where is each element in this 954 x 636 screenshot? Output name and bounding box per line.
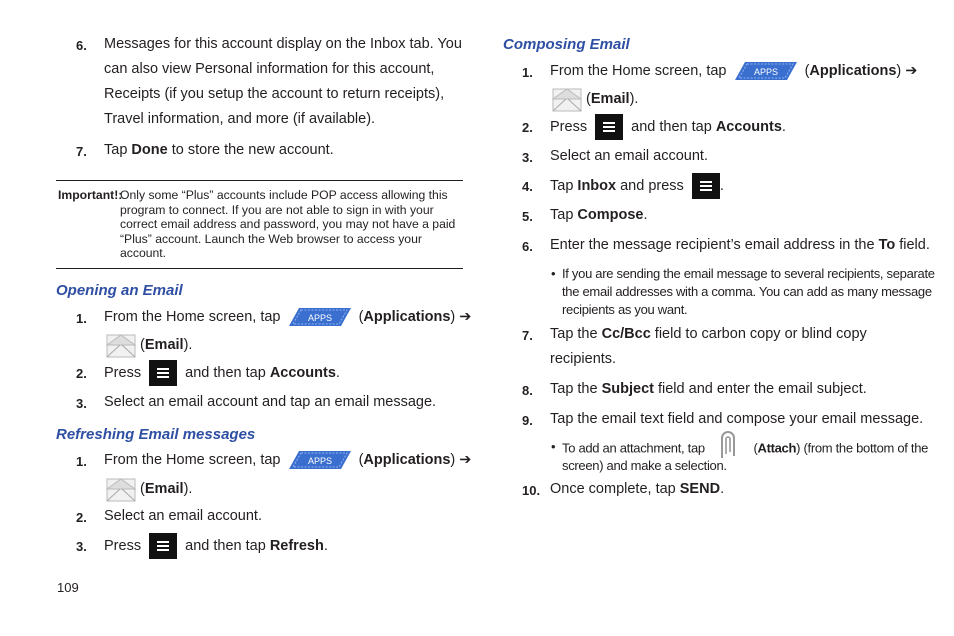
divider [56,268,463,269]
step-number: 6. [76,38,87,53]
step-text: Tap Compose. [550,207,648,223]
apps-icon [735,61,797,81]
menu-icon [595,114,623,140]
step-text: Select an email account. [104,508,262,524]
email-icon [552,84,582,114]
bullet-dot: • [551,439,556,454]
step-number: 7. [522,328,533,343]
step-text: (Email). [552,84,638,114]
step-number: 3. [522,150,533,165]
menu-icon [149,360,177,386]
step-text: From the Home screen, tap APPS (Applications) ➔ [104,448,471,473]
bullet-text: To add an attachment, tap (Attach) (from the bottom of the [562,438,928,460]
bullet-text: screen) and make a selection. [562,458,727,473]
svg-text:APPS: APPS [753,67,778,78]
step-number: 4. [522,179,533,194]
step-number: 1. [76,311,87,326]
step-number: 3. [76,539,87,554]
step-text: Press and then tap Refresh. [104,533,328,559]
step-text: Tap Inbox and press . [550,173,724,199]
important-label: Important!: [58,188,123,202]
menu-icon [149,533,177,559]
step-number: 3. [76,396,87,411]
step-number: 1. [522,65,533,80]
svg-text:APPS: APPS [307,313,332,324]
svg-text:APPS: APPS [307,456,332,467]
step-text: Select an email account. [550,148,708,164]
divider [56,180,463,181]
step-text: Press and then tap Accounts. [550,114,786,140]
step-number: 2. [76,510,87,525]
step-text: Select an email account and tap an email message. [104,394,437,410]
step-number: 10. [522,483,541,498]
step-number: 6. [522,239,533,254]
important-note: Only some “Plus” accounts include POP access allowing this program to connect. If you are not able to sign in with your correct email address and password, you may not have a paid “Plus” account. Launch the Web browser to access your account. [120,188,456,260]
section-heading: Composing Email [503,36,630,53]
bullet-dot: • [551,266,556,281]
apps-icon [289,307,351,327]
step-number: 5. [522,209,533,224]
step-text: (Email). [106,330,192,360]
step-text: Press and then tap Accounts. [104,360,340,386]
menu-icon [692,173,720,199]
step-text: From the Home screen, tap APPS (Applications) ➔ [550,59,917,84]
step-text: Tap the Subject field and enter the email subject. [550,381,867,397]
step-number: 9. [522,413,533,428]
email-icon [106,474,136,504]
step-number: 8. [522,383,533,398]
bullet-text: If you are sending the email message to several recipients, separate the email addresses with a comma. You can add as many message recipients as you want. [562,266,935,317]
attachment-icon [716,430,740,460]
page-number: 109 [57,580,79,595]
section-heading: Refreshing Email messages [56,426,256,443]
step-number: 1. [76,454,87,469]
section-heading: Opening an Email [56,282,183,299]
step-text: Tap Done to store the new account. [104,142,334,158]
step-text: Messages for this account display on the Inbox tab. You can also view Personal information for this account, Receipts (if you setup the account to return receipts), Travel information, and more (if available). [104,36,462,127]
step-text: Enter the message recipient’s email address in the To field. [550,237,930,253]
step-text: Tap the email text field and compose your email message. [550,411,924,427]
email-icon [106,330,136,360]
step-text: (Email). [106,474,192,504]
step-number: 2. [522,120,533,135]
step-number: 7. [76,144,87,159]
step-number: 2. [76,366,87,381]
step-text: From the Home screen, tap APPS (Applications) ➔ [104,305,471,330]
step-text: Once complete, tap SEND. [550,481,725,497]
step-text: Tap the Cc/Bcc field to carbon copy or blind copy recipients. [550,326,867,367]
apps-icon [289,450,351,470]
